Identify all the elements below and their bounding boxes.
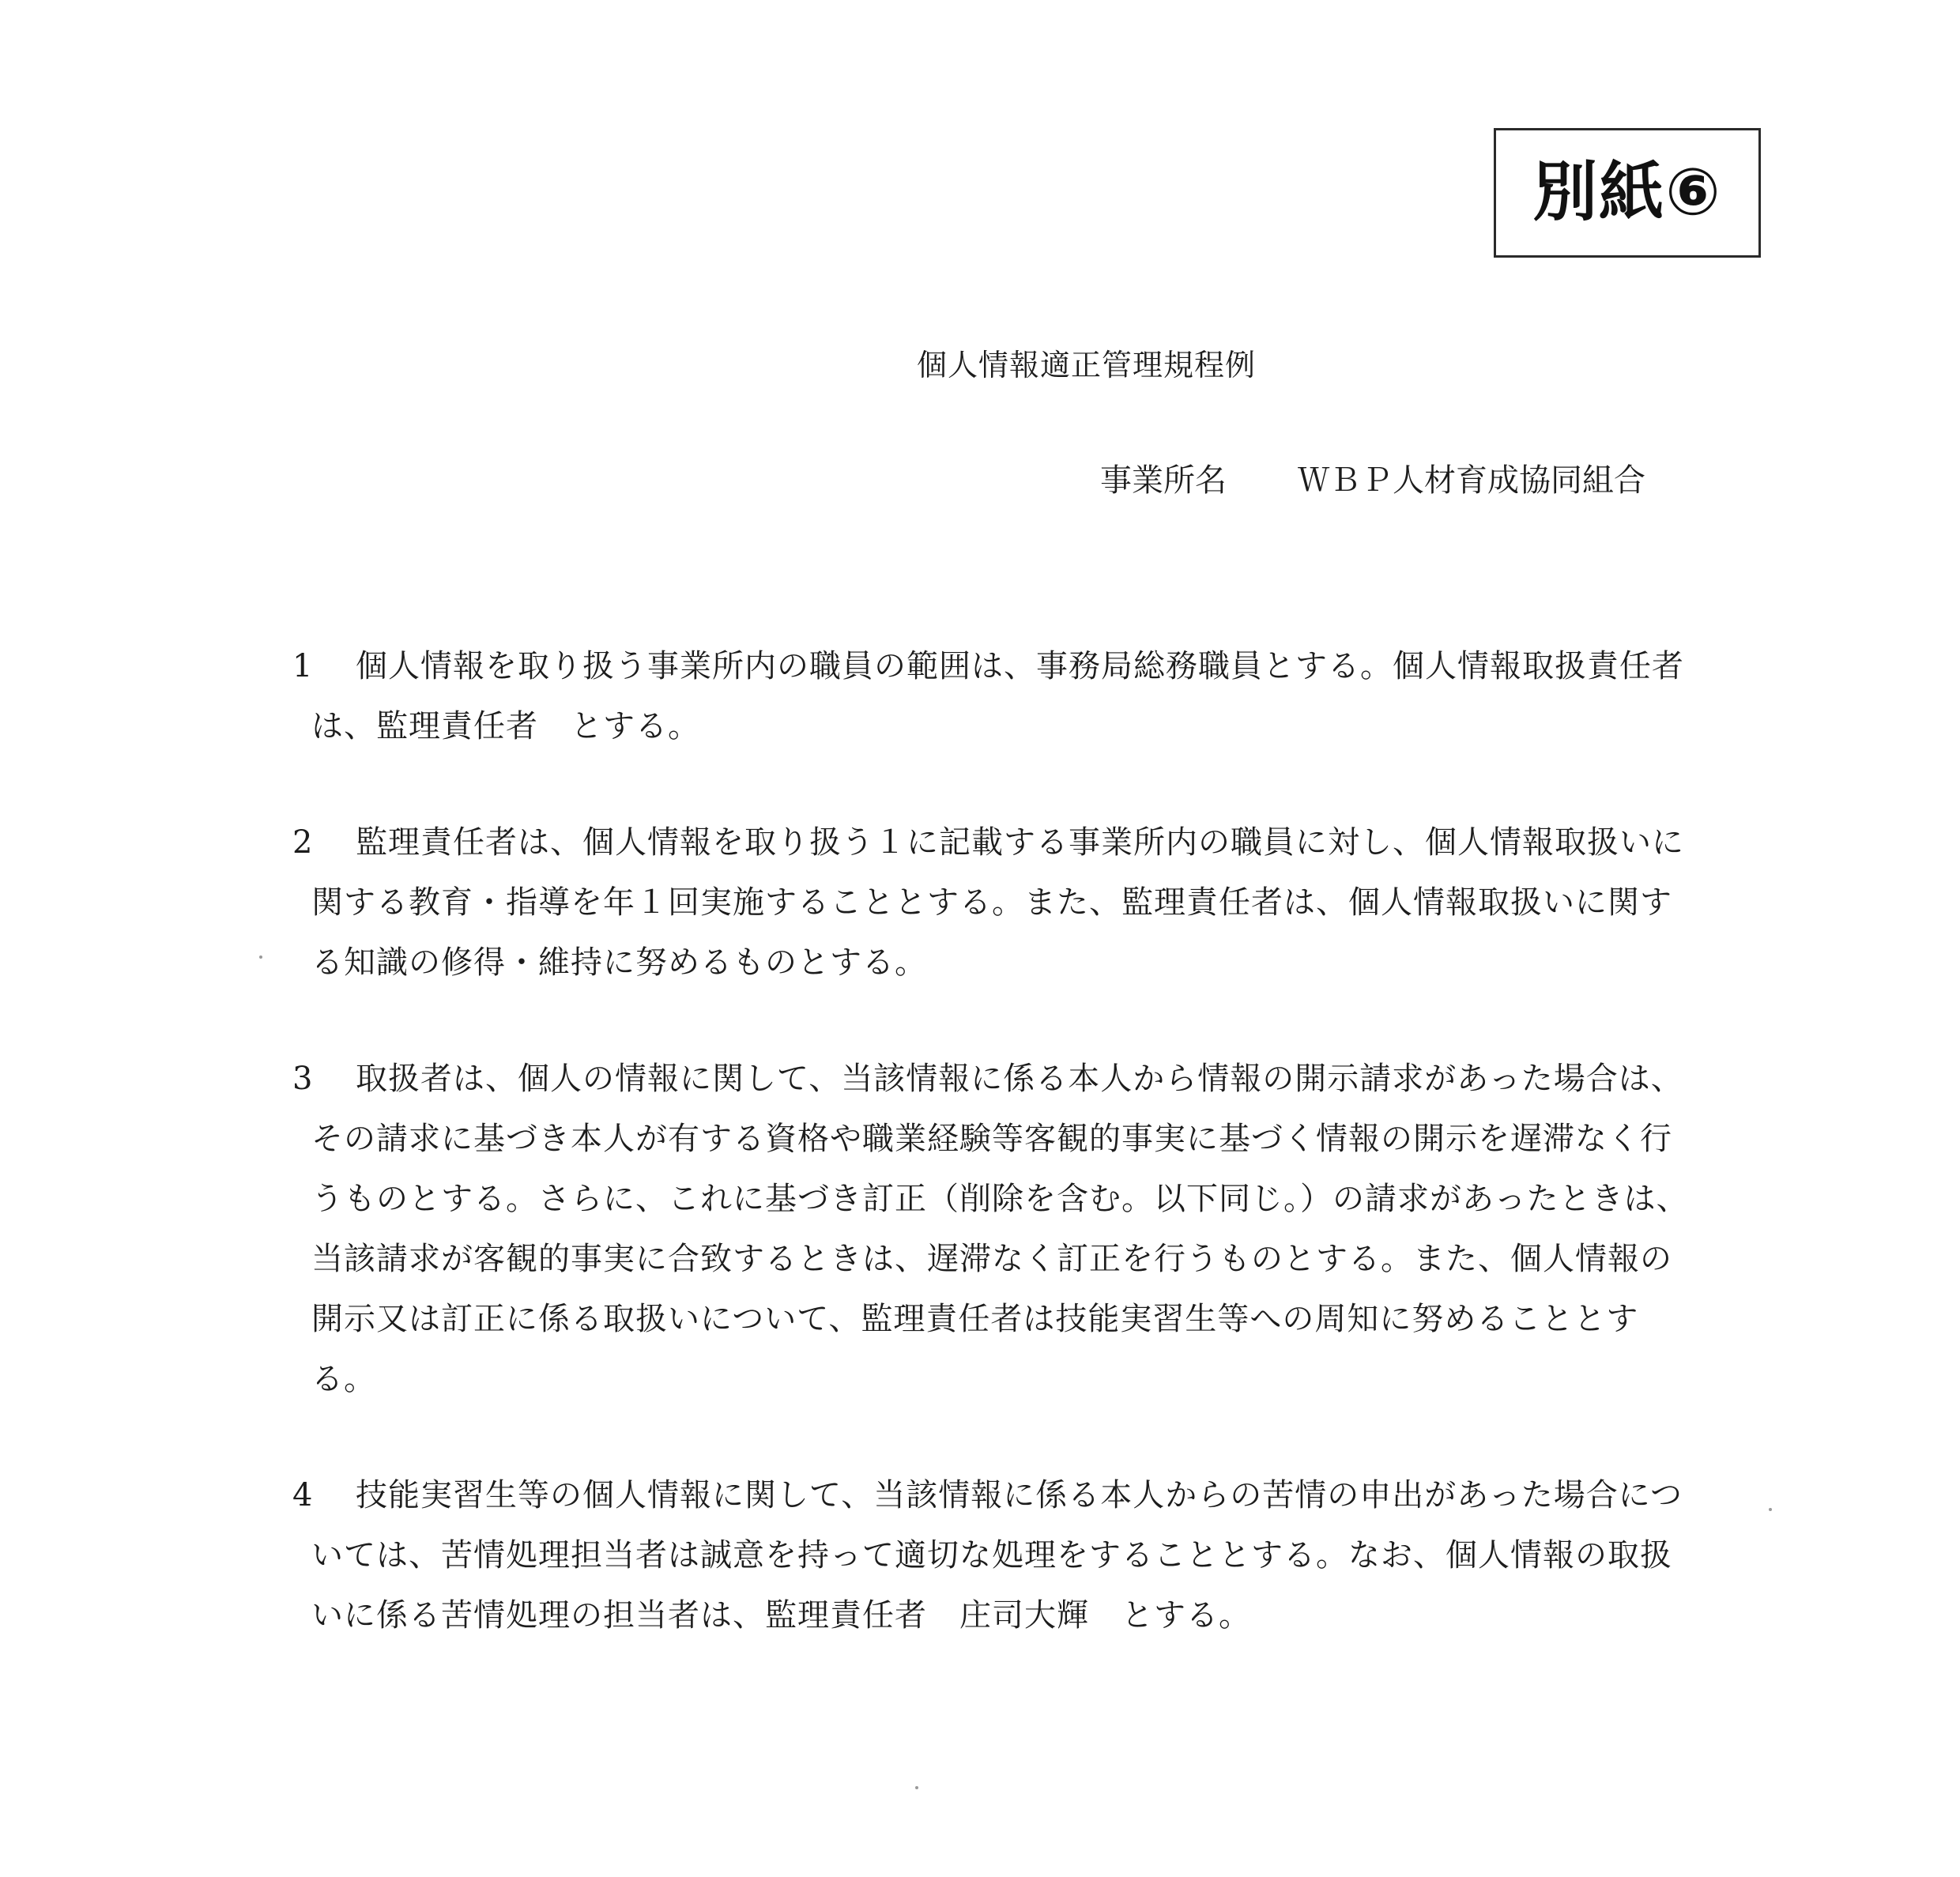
clause-text: 個人情報を取り扱う事業所内の職員の範囲は、事務局総務職員とする。個人情報取扱責任者は、監理責任者 とする。 [311,648,1684,744]
clause-text: 監理責任者は、個人情報を取り扱う１に記載する事業所内の職員に対し、個人情報取扱いに関する教育・指導を年１回実施することとする。また、監理責任者は、個人情報取扱いに関する知識の修得・維持に努めるものとする。 [311,824,1684,981]
scan-speck [1769,1508,1772,1511]
clause-number: 3 [292,1061,314,1097]
clause-text: 取扱者は、個人の情報に関して、当該情報に係る本人から情報の開示請求があった場合は、その請求に基づき本人が有する資格や職業経験等客観的事実に基づく情報の開示を遅滞なく行うものとする。さらに、これに基づき訂正（削除を含む。以下同じ。）の請求があったときは、当該請求が客観的事実に合致するときは、遅滞なく訂正を行うものとする。また、個人情報の開示又は訂正に係る取扱いについて、監理責任者は技能実習生等への周知に努めることとする。 [311,1061,1689,1397]
attachment-label: 別紙⑥ [1494,128,1761,258]
clause-text: 技能実習生等の個人情報に関して、当該情報に係る本人からの苦情の申出があった場合については、苦情処理担当者は誠意を持って適切な処理をすることとする。なお、個人情報の取扱いに係る苦情処理の担当者は、監理責任者 庄司大輝 とする。 [311,1477,1683,1634]
clause-4 [292,1465,1699,1645]
scan-speck [915,1786,918,1789]
clause-2 [292,812,1699,993]
office-line [1100,458,1645,503]
scan-speck [259,955,262,959]
clause-1 [292,636,1699,756]
clause-3 [292,1049,1699,1409]
office-name: ＷＢＰ人材育成協同組合 [1298,462,1645,499]
clause-list [292,636,1699,1645]
document-title: 個人情報適正管理規程例 [917,348,1257,383]
office-label: 事業所名 [1100,462,1227,499]
clause-number: 4 [292,1477,314,1513]
clause-number: 2 [292,824,314,861]
clause-number: 1 [292,648,314,684]
